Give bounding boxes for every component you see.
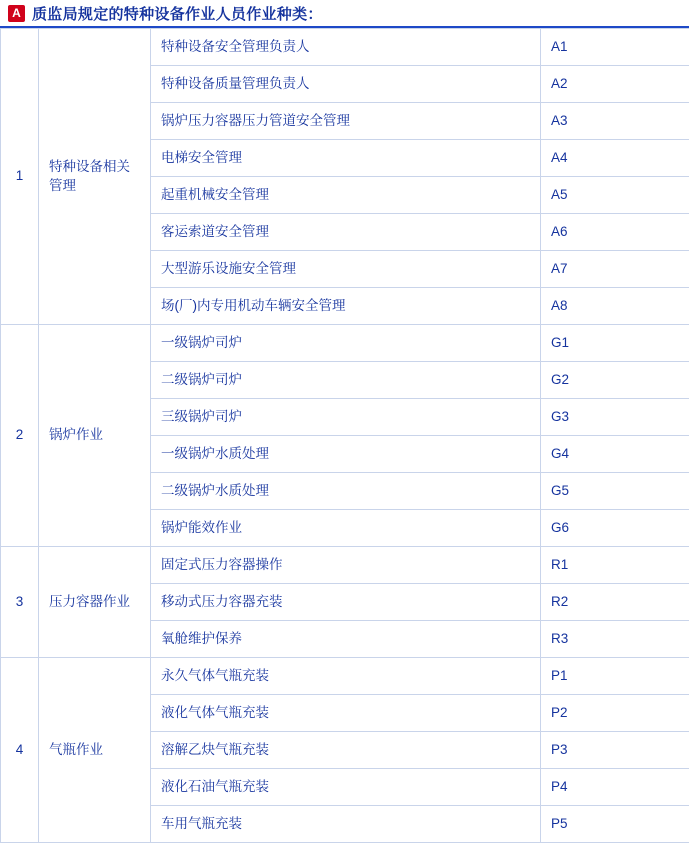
occupation-name-cell: 锅炉压力容器压力管道安全管理 — [151, 103, 541, 140]
occupation-code-cell: P3 — [541, 732, 689, 769]
occupation-code-cell: R3 — [541, 621, 689, 658]
occupation-code-cell: A4 — [541, 140, 689, 177]
occupation-code-cell: A8 — [541, 288, 689, 325]
table-row — [1, 29, 689, 66]
group-number-cell: 1 — [1, 29, 39, 325]
occupation-name-cell: 二级锅炉水质处理 — [151, 473, 541, 510]
occupation-name-cell: 三级锅炉司炉 — [151, 399, 541, 436]
occupation-name-cell: 客运索道安全管理 — [151, 214, 541, 251]
occupation-code-cell: A2 — [541, 66, 689, 103]
occupation-name-cell: 特种设备质量管理负责人 — [151, 66, 541, 103]
page-title: 质监局规定的特种设备作业人员作业种类： — [32, 3, 323, 24]
group-number-cell: 4 — [1, 658, 39, 843]
occupation-name-cell: 一级锅炉司炉 — [151, 325, 541, 362]
section-badge-icon: A — [8, 5, 25, 22]
occupation-name-cell: 一级锅炉水质处理 — [151, 436, 541, 473]
occupation-name-cell: 氧舱维护保养 — [151, 621, 541, 658]
occupation-category-table — [0, 28, 689, 843]
occupation-name-cell: 液化气体气瓶充装 — [151, 695, 541, 732]
occupation-name-cell: 场(厂)内专用机动车辆安全管理 — [151, 288, 541, 325]
group-name-cell: 压力容器作业 — [39, 547, 151, 658]
occupation-name-cell: 二级锅炉司炉 — [151, 362, 541, 399]
occupation-code-cell: A6 — [541, 214, 689, 251]
group-name-cell: 锅炉作业 — [39, 325, 151, 547]
occupation-code-cell: P1 — [541, 658, 689, 695]
occupation-name-cell: 电梯安全管理 — [151, 140, 541, 177]
occupation-code-cell: A3 — [541, 103, 689, 140]
occupation-name-cell: 固定式压力容器操作 — [151, 547, 541, 584]
group-number-cell: 2 — [1, 325, 39, 547]
occupation-name-cell: 车用气瓶充装 — [151, 806, 541, 843]
occupation-name-cell: 永久气体气瓶充装 — [151, 658, 541, 695]
occupation-name-cell: 起重机械安全管理 — [151, 177, 541, 214]
occupation-code-cell: G3 — [541, 399, 689, 436]
occupation-name-cell: 溶解乙炔气瓶充装 — [151, 732, 541, 769]
occupation-code-cell: A7 — [541, 251, 689, 288]
table-row — [1, 325, 689, 362]
occupation-code-cell: P2 — [541, 695, 689, 732]
occupation-code-cell: A1 — [541, 29, 689, 66]
occupation-code-cell: G4 — [541, 436, 689, 473]
occupation-name-cell: 移动式压力容器充装 — [151, 584, 541, 621]
occupation-name-cell: 液化石油气瓶充装 — [151, 769, 541, 806]
occupation-name-cell: 锅炉能效作业 — [151, 510, 541, 547]
document-header — [0, 0, 689, 26]
occupation-code-cell: R2 — [541, 584, 689, 621]
table-row — [1, 658, 689, 695]
group-name-cell: 特种设备相关管理 — [39, 29, 151, 325]
occupation-code-cell: A5 — [541, 177, 689, 214]
occupation-code-cell: G2 — [541, 362, 689, 399]
table-row — [1, 547, 689, 584]
occupation-name-cell: 大型游乐设施安全管理 — [151, 251, 541, 288]
occupation-code-cell: P5 — [541, 806, 689, 843]
occupation-code-cell: R1 — [541, 547, 689, 584]
occupation-code-cell: P4 — [541, 769, 689, 806]
occupation-code-cell: G1 — [541, 325, 689, 362]
occupation-name-cell: 特种设备安全管理负责人 — [151, 29, 541, 66]
occupation-code-cell: G6 — [541, 510, 689, 547]
occupation-code-cell: G5 — [541, 473, 689, 510]
group-name-cell: 气瓶作业 — [39, 658, 151, 843]
group-number-cell: 3 — [1, 547, 39, 658]
